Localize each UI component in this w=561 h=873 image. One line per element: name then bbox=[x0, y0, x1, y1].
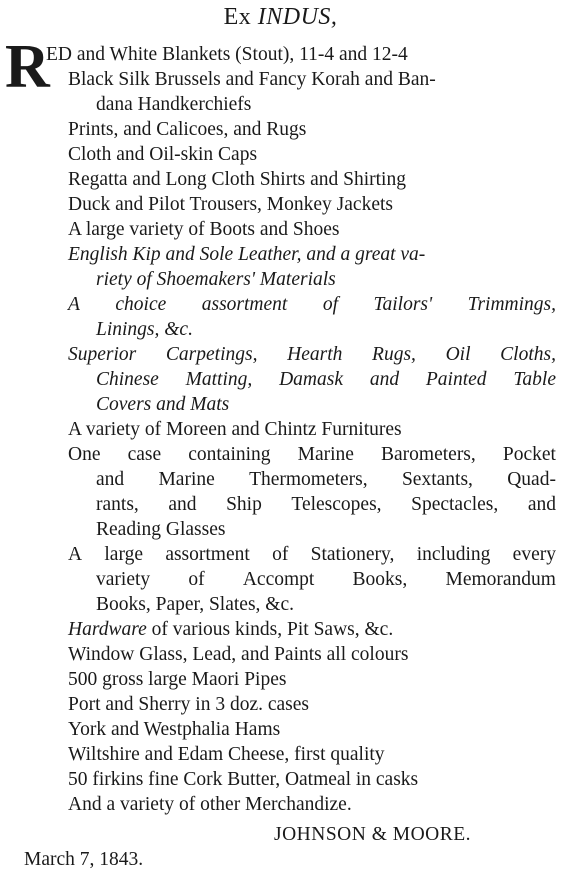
list-item-line: 50 firkins fine Cork Butter, Oatmeal in casks bbox=[68, 769, 419, 790]
list-item-line: Cloth and Oil-skin Caps bbox=[68, 144, 258, 165]
justified-line: and Marine Thermometers, Sextants, Quad- bbox=[96, 469, 556, 490]
list-item bbox=[68, 617, 560, 642]
list-item bbox=[68, 542, 560, 617]
justified-line: One case containing Marine Barometers, Pocket bbox=[68, 444, 556, 465]
list-item-line: A large variety of Boots and Shoes bbox=[68, 219, 340, 240]
justified-line: Superior Carpetings, Hearth Rugs, Oil Cloths, bbox=[68, 344, 556, 365]
list-item-line bbox=[68, 617, 560, 642]
list-item bbox=[68, 717, 560, 742]
list-item bbox=[68, 417, 560, 442]
list-item-line: ED and White Blankets (Stout), 11-4 and 12-4 bbox=[46, 44, 408, 65]
list-item-line bbox=[68, 342, 560, 367]
ship-name: INDUS, bbox=[257, 4, 338, 30]
drop-cap: R bbox=[5, 33, 50, 101]
heading-prefix: Ex bbox=[223, 4, 258, 30]
list-item-text: of various kinds, Pit Saws, &c. bbox=[146, 619, 394, 640]
list-item bbox=[68, 217, 560, 242]
justified-line: rants, and Ship Telescopes, Spectacles, and bbox=[96, 494, 556, 515]
list-item bbox=[68, 167, 560, 192]
list-item bbox=[68, 242, 560, 292]
list-item-continuation bbox=[68, 492, 560, 517]
list-item bbox=[68, 642, 560, 667]
list-item bbox=[68, 292, 560, 342]
list-item bbox=[68, 442, 560, 542]
advertisement-heading bbox=[0, 2, 561, 32]
list-item-line: And a variety of other Merchandize. bbox=[68, 794, 352, 815]
list-item-line: 500 gross large Maori Pipes bbox=[68, 669, 287, 690]
list-item bbox=[68, 792, 560, 817]
list-item bbox=[68, 192, 560, 217]
list-item-continuation bbox=[68, 367, 560, 392]
list-item-continuation: dana Handkerchiefs bbox=[96, 94, 252, 115]
list-item-line: Wiltshire and Edam Cheese, first quality bbox=[68, 744, 385, 765]
list-item-line: Black Silk Brussels and Fancy Korah and Ban- bbox=[68, 69, 436, 90]
list-item-continuation bbox=[68, 567, 560, 592]
list-item-continuation: riety of Shoemakers' Materials bbox=[96, 269, 336, 290]
list-item-line: A variety of Moreen and Chintz Furnitures bbox=[68, 419, 402, 440]
list-item-continuation: Reading Glasses bbox=[96, 519, 226, 540]
list-item-continuation: Books, Paper, Slates, &c. bbox=[96, 594, 294, 615]
list-item-line: Prints, and Calicoes, and Rugs bbox=[68, 119, 307, 140]
list-item-line: Window Glass, Lead, and Paints all colours bbox=[68, 644, 409, 665]
list-item-line bbox=[68, 542, 560, 567]
justified-line: variety of Accompt Books, Memorandum bbox=[96, 569, 556, 590]
list-item-continuation bbox=[68, 467, 560, 492]
advertisement-date: March 7, 1843. bbox=[24, 849, 144, 870]
list-item-line: English Kip and Sole Leather, and a great va- bbox=[68, 244, 426, 265]
merchant-signature: JOHNSON & MOORE. bbox=[274, 824, 472, 845]
list-item-continuation: Covers and Mats bbox=[96, 394, 230, 415]
list-item bbox=[68, 142, 560, 167]
list-item bbox=[46, 42, 538, 67]
list-item-line: Regatta and Long Cloth Shirts and Shirting bbox=[68, 169, 406, 190]
list-item-line bbox=[68, 442, 560, 467]
list-item bbox=[68, 692, 560, 717]
list-item bbox=[68, 117, 560, 142]
list-item-continuation: Linings, &c. bbox=[96, 319, 193, 340]
justified-line: A large assortment of Stationery, including every bbox=[68, 544, 556, 565]
list-item bbox=[68, 342, 560, 417]
list-item bbox=[68, 767, 560, 792]
justified-line: A choice assortment of Tailors' Trimmings, bbox=[68, 294, 556, 315]
list-item-emphasis: Hardware bbox=[68, 619, 147, 640]
list-item bbox=[68, 667, 560, 692]
list-item-line: York and Westphalia Hams bbox=[68, 719, 281, 740]
list-item bbox=[68, 67, 560, 117]
list-item bbox=[68, 742, 560, 767]
justified-line: Chinese Matting, Damask and Painted Table bbox=[96, 369, 556, 390]
list-item-line: Port and Sherry in 3 doz. cases bbox=[68, 694, 309, 715]
list-item-line bbox=[68, 292, 560, 317]
list-item-line: Duck and Pilot Trousers, Monkey Jackets bbox=[68, 194, 393, 215]
